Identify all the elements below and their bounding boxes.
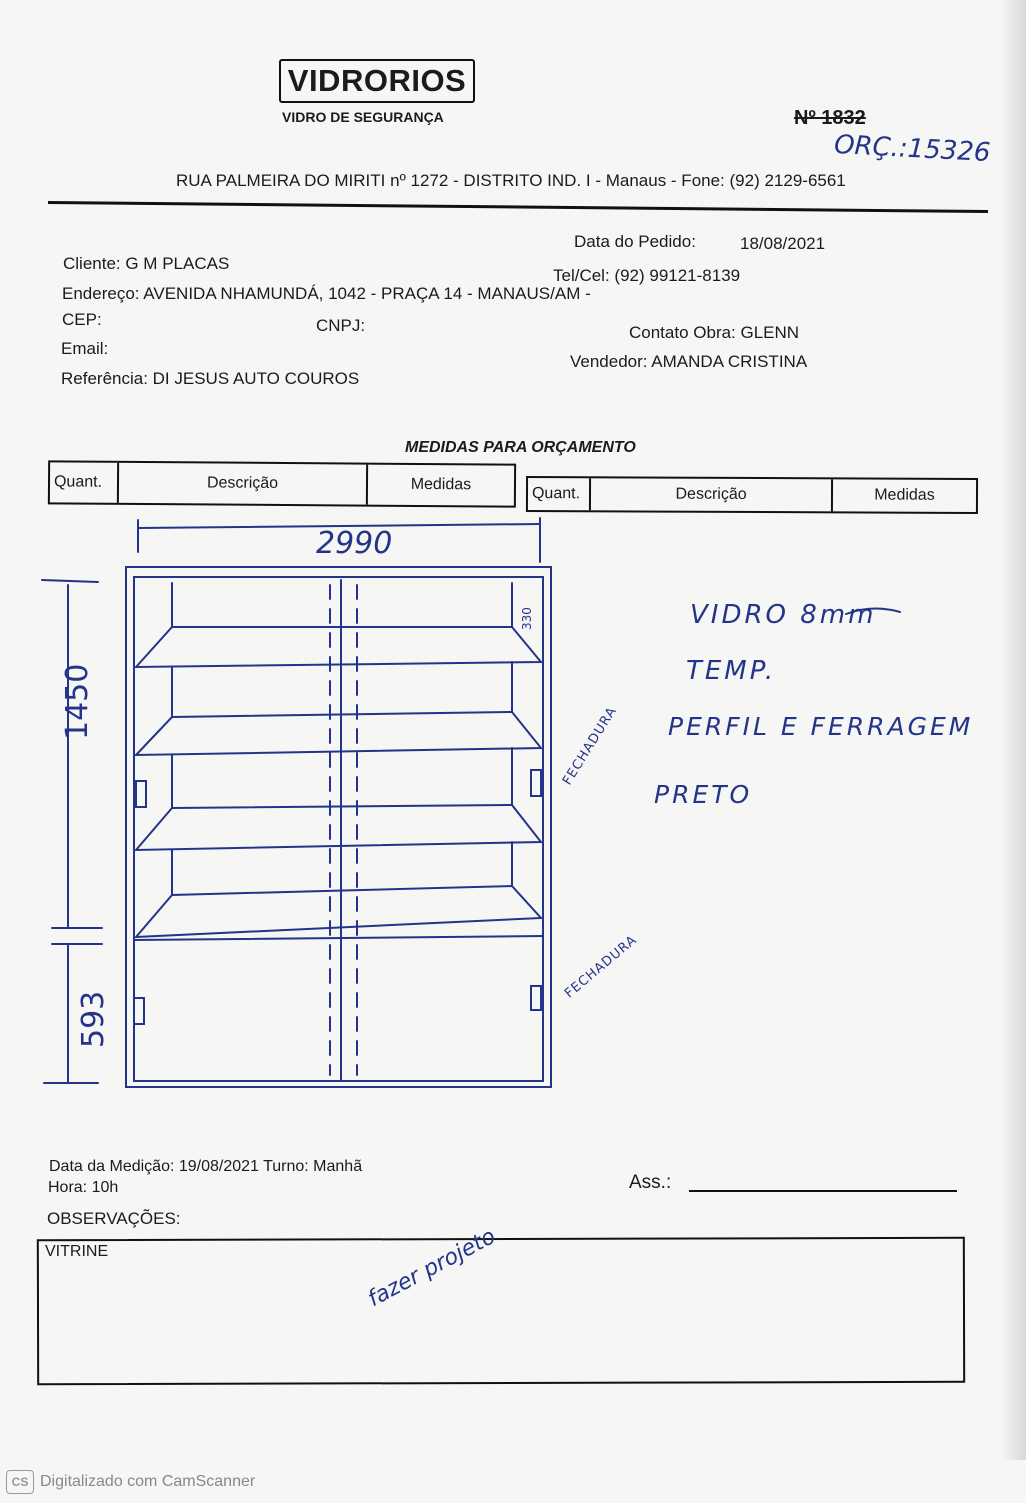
company-address: RUA PALMEIRA DO MIRITI nº 1272 - DISTRITO IND. I - Manaus - Fone: (92) 2129-6561 (176, 171, 846, 190)
sketch-lock-label-2: FECHADURA (562, 932, 641, 1002)
sketch-height-top-label: 1450 (60, 663, 95, 740)
measurement-hour: Hora: 10h (48, 1179, 119, 1196)
dim-top-tick (42, 580, 98, 582)
handwritten-note: fazer projeto (364, 1224, 500, 1313)
shelf-2 (136, 712, 541, 755)
sketch-lock-label-1: FECHADURA (560, 704, 621, 788)
client-phone: Tel/Cel: (92) 99121-8139 (553, 266, 741, 285)
order-number: Nº 1832 (794, 107, 866, 129)
client-address: Endereço: AVENIDA NHAMUNDÁ, 1042 - PRAÇA 14 - MANAUS/AM - (62, 284, 591, 303)
note-line-4: PRETO (654, 780, 753, 809)
signature-line (689, 1190, 957, 1192)
note-line-3: PERFIL E FERRAGEM (668, 712, 974, 741)
handle-right-top (531, 770, 541, 796)
signature-label: Ass.: (629, 1172, 672, 1193)
client-name: Cliente: G M PLACAS (63, 254, 230, 273)
sketch-shelf-label: 330 (520, 607, 534, 630)
logo-subtitle: VIDRO DE SEGURANÇA (282, 109, 444, 125)
sketch-width-label: 2990 (316, 526, 393, 561)
shelf-1 (136, 627, 541, 667)
sketch-height-bottom-label: 593 (76, 990, 111, 1048)
order-date-label: Data do Pedido: (574, 232, 696, 251)
handle-left-top (136, 781, 146, 807)
order-date-value: 18/08/2021 (740, 234, 826, 253)
client-cnpj: CNPJ: (316, 316, 366, 335)
client-email: Email: (61, 339, 109, 358)
handle-left-bottom (134, 998, 144, 1024)
cabinet-inner (134, 577, 543, 1081)
shelf-3 (136, 805, 541, 850)
col-medidas: Medidas (410, 475, 472, 494)
scanner-text: Digitalizado com CamScanner (40, 1473, 256, 1490)
col-medidas-right: Medidas (874, 486, 935, 504)
shelf-4 (136, 886, 541, 937)
measurement-date: Data da Medição: 19/08/2021 Turno: Manhã (49, 1158, 363, 1175)
camscanner-logo-icon: CS (6, 1470, 34, 1494)
observations-label: OBSERVAÇÕES: (47, 1209, 181, 1228)
col-descricao: Descrição (119, 463, 368, 505)
col-quant: Quant. (50, 462, 119, 502)
col-descricao-right: Descrição (591, 478, 833, 511)
orc-number: ORÇ.:15326 (833, 129, 992, 169)
company-logo: VIDRORIOS (279, 59, 475, 103)
observations-text: VITRINE (45, 1243, 109, 1260)
scanner-watermark (6, 1470, 255, 1494)
client-cep: CEP: (62, 310, 102, 329)
salesperson: Vendedor: AMANDA CRISTINA (570, 352, 808, 371)
measurements-title: MEDIDAS PARA ORÇAMENTO (405, 439, 636, 456)
note-line-2: TEMP. (686, 656, 777, 686)
col-quant-right: Quant. (528, 478, 591, 510)
handle-right-bottom (531, 986, 541, 1010)
lower-divider (134, 936, 543, 940)
observations-box (37, 1237, 965, 1385)
client-reference: Referência: DI JESUS AUTO COUROS (61, 369, 360, 388)
cabinet-outer (126, 567, 551, 1087)
note-line-1: VIDRO 8mm (690, 600, 877, 630)
site-contact: Contato Obra: GLENN (629, 323, 800, 342)
